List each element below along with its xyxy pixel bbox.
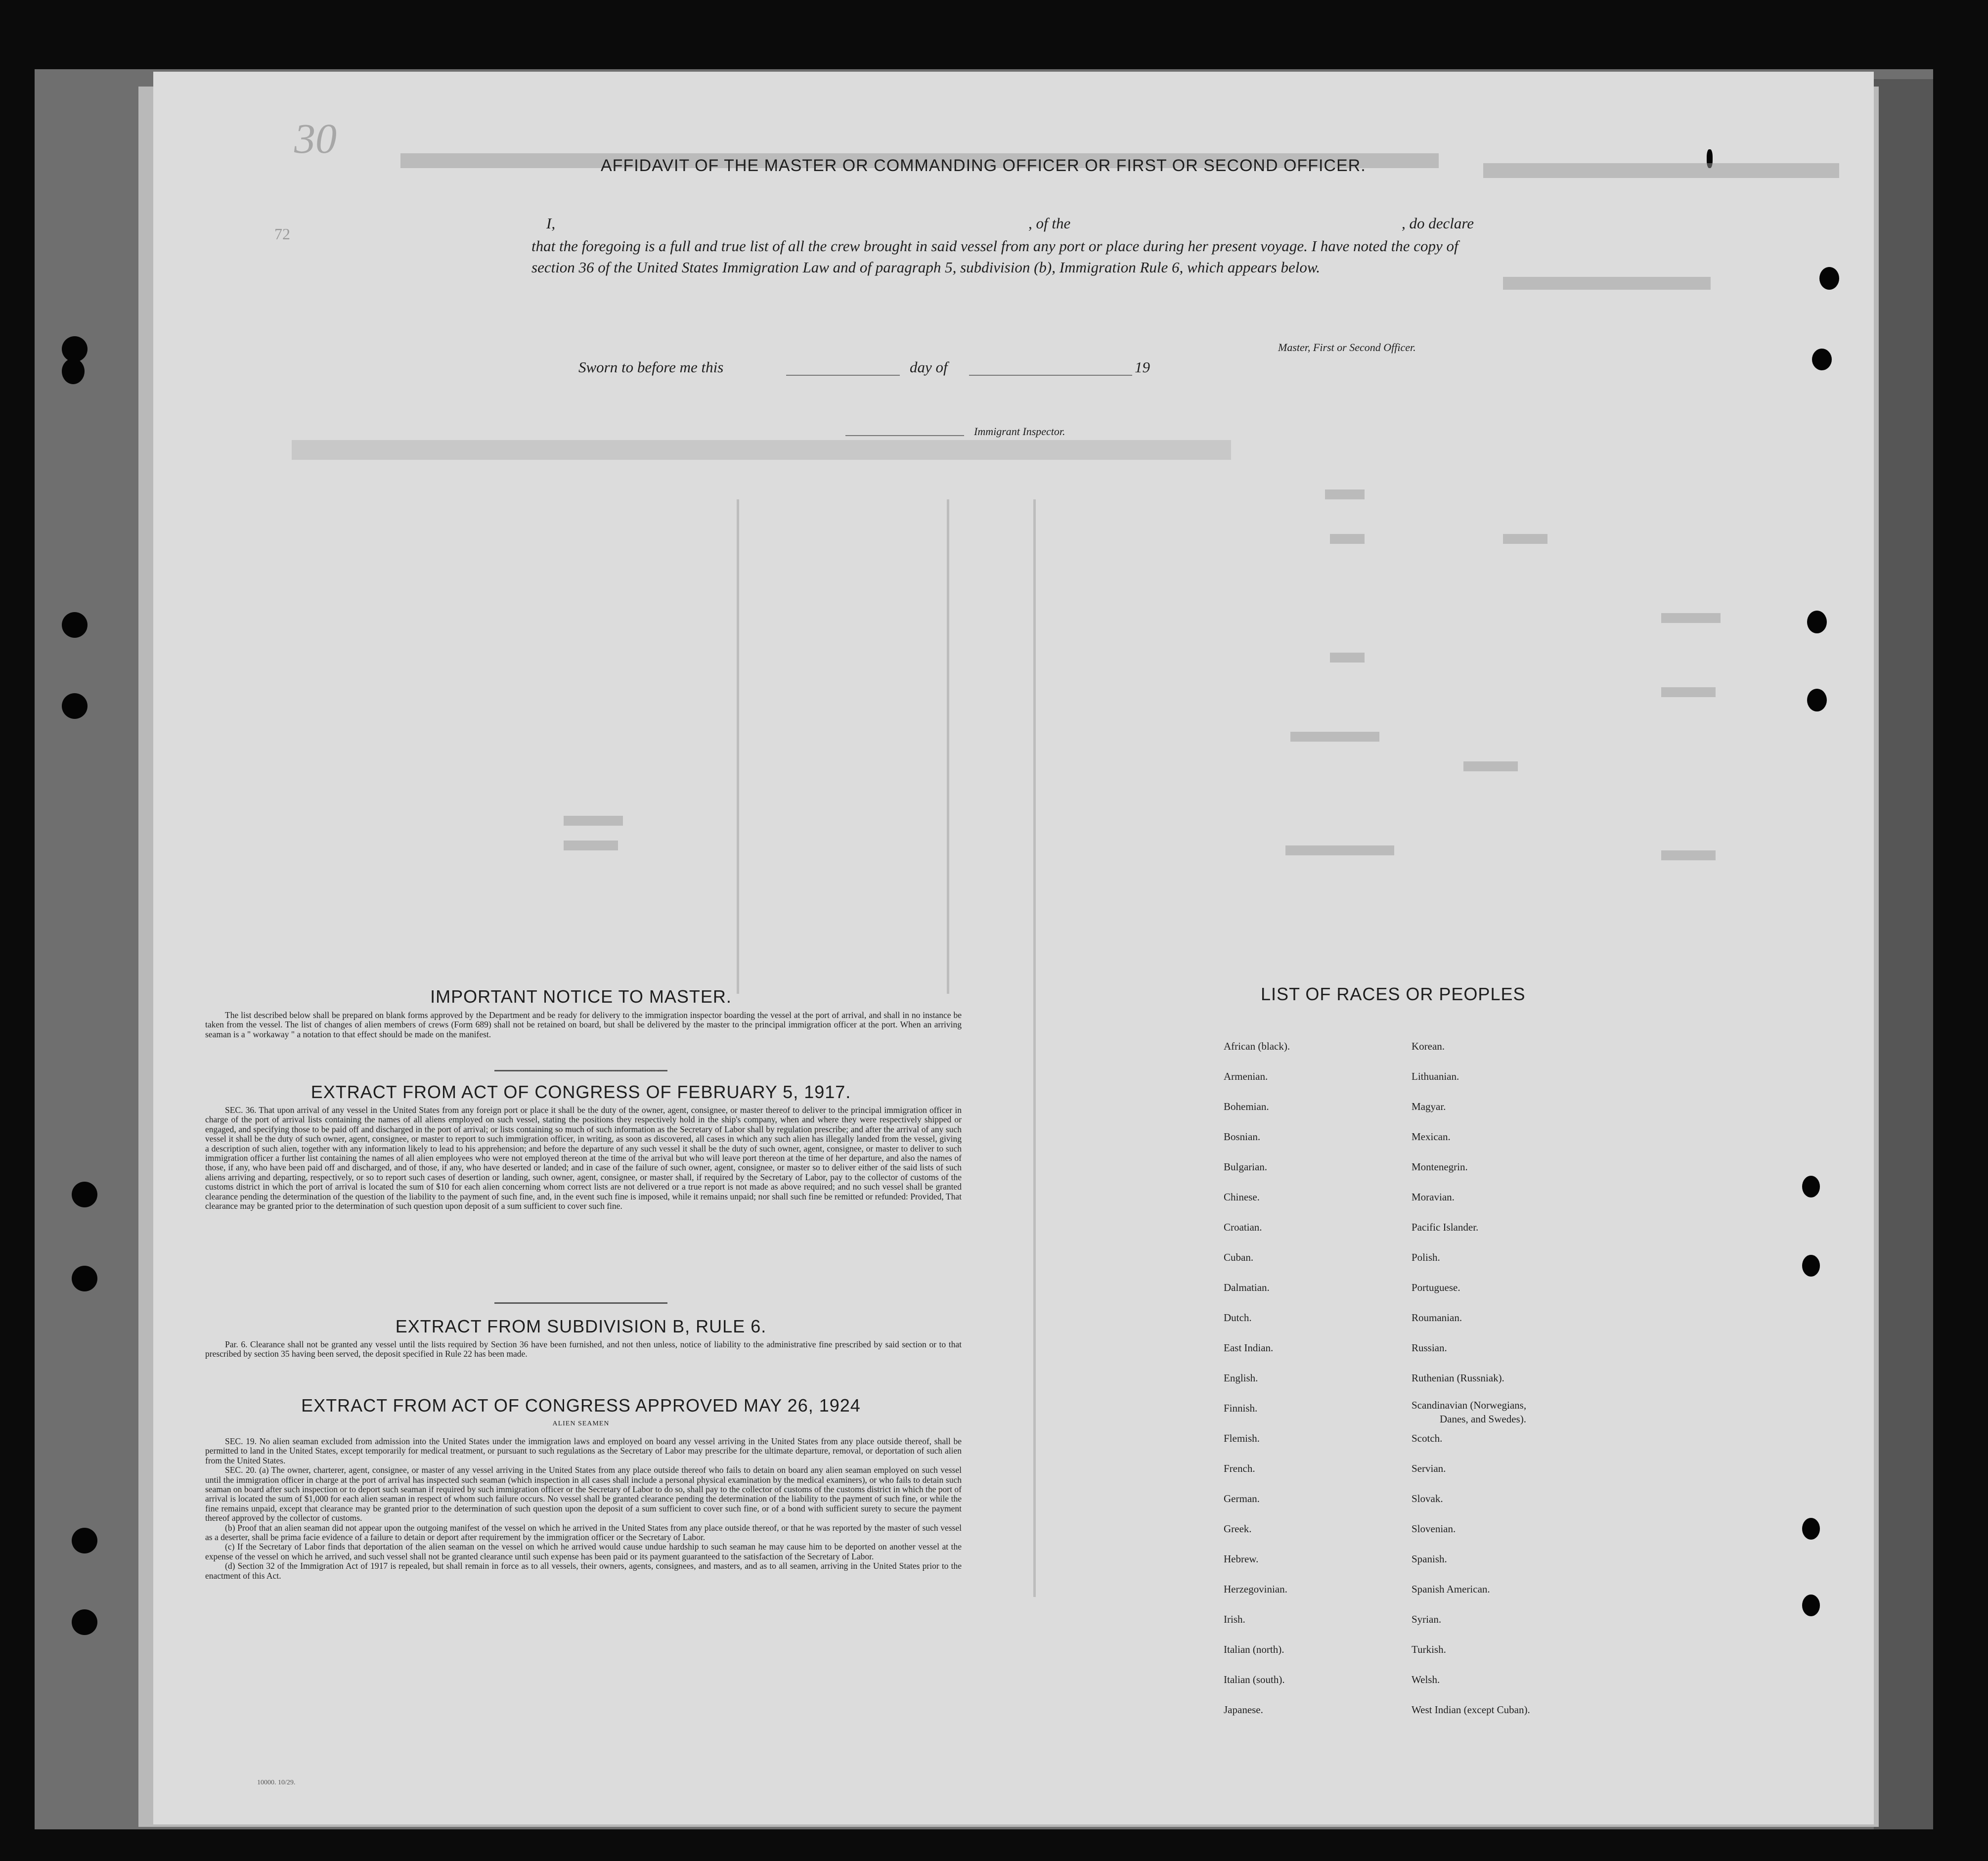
- section-divider: [494, 1070, 667, 1071]
- show-through-mark: [1285, 845, 1394, 855]
- race-item: Korean.: [1412, 1040, 1445, 1052]
- binder-hole-icon: [1807, 689, 1827, 711]
- form-column-line: [947, 499, 949, 994]
- race-item: Spanish.: [1412, 1553, 1447, 1565]
- race-item: Dalmatian.: [1224, 1282, 1270, 1293]
- race-item: Magyar.: [1412, 1101, 1446, 1112]
- race-item: Syrian.: [1412, 1613, 1442, 1625]
- race-item: Chinese.: [1224, 1191, 1260, 1203]
- binder-hole-icon: [62, 693, 88, 719]
- race-item: Portuguese.: [1412, 1282, 1460, 1293]
- extract-1924-title: EXTRACT FROM ACT OF CONGRESS APPROVED MAY 26, 1924: [301, 1395, 861, 1416]
- race-item: Bulgarian.: [1224, 1161, 1268, 1173]
- race-item: Japanese.: [1224, 1704, 1263, 1716]
- show-through-mark: [292, 440, 1231, 460]
- race-item: French.: [1224, 1462, 1255, 1474]
- show-through-mark: [1503, 277, 1711, 290]
- race-item: Spanish American.: [1412, 1583, 1490, 1595]
- race-item: Finnish.: [1224, 1402, 1258, 1414]
- binder-hole-icon: [1812, 349, 1832, 370]
- extract-1924-paragraph: (b) Proof that an alien seaman did not appear upon the outgoing manifest of the vessel on which he arrived in the United States from any place outside thereof, or that he was reported by the master of such vessel as a deserter, shall be prima facie evidence of a failure to detain or deport after requirement by the immigration officer or the Secretary of Labor.: [205, 1522, 962, 1543]
- binder-hole-icon: [1819, 267, 1839, 290]
- race-item: Roumanian.: [1412, 1312, 1462, 1324]
- race-item: Irish.: [1224, 1613, 1245, 1625]
- binder-hole-icon: [72, 1266, 97, 1291]
- notice-body: [205, 1011, 962, 1039]
- affidavit-title: AFFIDAVIT OF THE MASTER OR COMMANDING OFFICER OR FIRST OR SECOND OFFICER.: [601, 156, 1366, 175]
- race-item: Polish.: [1412, 1251, 1440, 1263]
- race-item: African (black).: [1224, 1040, 1290, 1052]
- extract-rule6-title: EXTRACT FROM SUBDIVISION B, RULE 6.: [395, 1316, 767, 1336]
- day-of-label: day of: [910, 358, 948, 376]
- show-through-mark: [1661, 850, 1716, 860]
- officer-signature-label: Master, First or Second Officer.: [1278, 341, 1416, 354]
- show-through-mark: [564, 816, 623, 826]
- show-through-mark: [1325, 489, 1365, 499]
- binder-hole-icon: [1802, 1176, 1820, 1197]
- binder-hole-icon: [72, 1609, 97, 1635]
- extract-1924-paragraph: (c) If the Secretary of Labor finds that deportation of the alien seaman on the vessel on which he arrived would cause undue hardship to such seaman he may cause him to be deported on another vessel at the expense of the vessel on which he arrived, and such vessel shall not be granted clearance until such expense has been paid or its payment guaranteed to the satisfaction of the Secretary of Labor.: [205, 1542, 962, 1561]
- race-item: Slovenian.: [1412, 1523, 1456, 1535]
- race-item: Herzegovinian.: [1224, 1583, 1287, 1595]
- race-item: Dutch.: [1224, 1312, 1252, 1324]
- race-item: Lithuanian.: [1412, 1070, 1459, 1082]
- race-item: Greek.: [1224, 1523, 1252, 1535]
- inspector-signature-line: [845, 435, 964, 436]
- race-item-continuation: Danes, and Swedes).: [1440, 1413, 1526, 1425]
- affidavit-of-the-label: , of the: [1028, 215, 1071, 232]
- show-through-mark: [564, 841, 618, 850]
- races-title: LIST OF RACES OR PEOPLES: [1261, 984, 1526, 1004]
- race-item: Russian.: [1412, 1342, 1447, 1354]
- extract-1917-body: [205, 1106, 962, 1211]
- binder-hole-icon: [1807, 611, 1827, 633]
- binder-hole-icon: [62, 358, 85, 384]
- race-item: Italian (north).: [1224, 1643, 1284, 1655]
- extract-1924-paragraph: SEC. 20. (a) The owner, charterer, agent, consignee, or master of any vessel arriving in the United States from any place outside thereof who fails to detain on board any alien seaman employed on such vessel until the immigration officer in charge at the port of arrival has inspected such seaman (which inspection in all cases shall include a personal physical examination by the medical examiners), or who fails to detain such seaman on board after such inspection or to deport such seaman if required by such immigration officer or the Secretary of Labor to do so, shall pay to the collector of customs of the customs district in which the port of arrival is located the sum of $1,000 for each alien seaman in respect of whom such failure occurs. No vessel shall be granted clearance pending the determination of the liability to the payment of such fine, or while the fine remains unpaid, except that clearance may be granted prior to the determination of such question upon the deposit of a sum sufficient to cover such fine, or of a bond with sufficient surety to secure the payment thereof approved by the collector of customs.: [205, 1465, 962, 1523]
- race-item: English.: [1224, 1372, 1258, 1384]
- affidavit-do-declare-label: , do declare: [1402, 215, 1474, 232]
- show-through-mark: [1330, 653, 1365, 663]
- extract-1924-subtitle: ALIEN SEAMEN: [552, 1420, 610, 1427]
- race-item: Mexican.: [1412, 1131, 1451, 1143]
- binder-hole-icon: [62, 336, 88, 362]
- race-item: Croatian.: [1224, 1221, 1262, 1233]
- extract-rule6-text: Par. 6. Clearance shall not be granted any vessel until the lists required by Section 36 have been furnished, and not then unless, notice of liability to the administrative fine prescribed by said section or to that prescribed by section 35 having been served, the deposit specified in Rule 22 has been made.: [205, 1339, 962, 1359]
- binder-hole-icon: [62, 612, 88, 638]
- binder-edge: [1874, 79, 1933, 1829]
- sworn-label: Sworn to before me this: [578, 358, 724, 376]
- race-item: Italian (south).: [1224, 1674, 1285, 1685]
- extract-1924-paragraph: (d) Section 32 of the Immigration Act of 1917 is repealed, but shall remain in force as to all vessels, their owners, agents, consignees, and masters, and as to all seamen, arriving in the United States prior to the enactment of this Act.: [205, 1561, 962, 1581]
- race-item: Scandinavian (Norwegians,: [1412, 1399, 1527, 1411]
- binder-hole-icon: [1802, 1595, 1820, 1616]
- binder-hole-icon: [72, 1182, 97, 1207]
- binder-hole-icon: [1802, 1255, 1820, 1277]
- show-through-mark: [1661, 613, 1721, 623]
- race-item: Hebrew.: [1224, 1553, 1259, 1565]
- race-item: Cuban.: [1224, 1251, 1254, 1263]
- form-column-line: [1033, 499, 1036, 1597]
- race-item: German.: [1224, 1493, 1260, 1505]
- race-item: Scotch.: [1412, 1432, 1443, 1444]
- year-label: 19: [1135, 358, 1150, 376]
- show-through-mark: [1463, 761, 1518, 771]
- race-item: Armenian.: [1224, 1070, 1268, 1082]
- show-through-mark: [1290, 732, 1379, 742]
- form-column-line: [737, 499, 739, 994]
- extract-1924-paragraph: SEC. 19. No alien seaman excluded from admission into the United States under the immigration laws and employed on board any vessel arriving in the United States from any place outside thereof, shall be permitted to land in the United States, except temporarily for medical treatment, or pursuant to such regulations as the Secretary of Labor may prescribe for the ultimate departure, removal, or deportation of such alien from the United States.: [205, 1436, 962, 1465]
- race-item: Servian.: [1412, 1462, 1446, 1474]
- show-through-mark: [1330, 534, 1365, 544]
- race-item: West Indian (except Cuban).: [1412, 1704, 1530, 1716]
- sworn-date-line: [786, 375, 900, 376]
- inspector-label: Immigrant Inspector.: [974, 425, 1065, 438]
- sworn-month-line: [969, 375, 1132, 376]
- notice-text: The list described below shall be prepared on blank forms approved by the Department and be ready for delivery to the immigration inspector boarding the vessel at the port of arrival, and shall in no instance be taken from the vessel. The list of changes of alien members of crews (Form 689) shall not be retained on board, but shall be delivered by the master to the principal immigration officer at the port. When an arriving seaman is a " workaway " a notation to that effect should be made on the manifest.: [205, 1010, 962, 1039]
- race-item: Montenegrin.: [1412, 1161, 1468, 1173]
- race-item: Moravian.: [1412, 1191, 1455, 1203]
- affidavit-body: that the foregoing is a full and true list of all the crew brought in said vessel from any port or place during her present voyage. I have noted the copy of section 36 of the United States Immigration Law and of paragraph 5, subdivision (b), Immigration Rule 6, which appears below.: [531, 237, 1458, 276]
- race-item: Flemish.: [1224, 1432, 1260, 1444]
- margin-mark: 72: [274, 225, 290, 243]
- race-item: Ruthenian (Russniak).: [1412, 1372, 1504, 1384]
- show-through-mark: [1661, 687, 1716, 697]
- extract-1924-body: [205, 1437, 962, 1581]
- race-item: Bohemian.: [1224, 1101, 1269, 1112]
- race-item: Slovak.: [1412, 1493, 1443, 1505]
- show-through-mark: [1503, 534, 1547, 544]
- section-divider: [494, 1302, 667, 1304]
- extract-1917-title: EXTRACT FROM ACT OF CONGRESS OF FEBRUARY 5, 1917.: [310, 1082, 851, 1102]
- extract-1917-text: SEC. 36. That upon arrival of any vessel in the United States from any foreign port or place it shall be the duty of the owner, agent, consignee, or master thereof to deliver to the principal immigration officer in charge of the port of arrival lists containing the names of all aliens employed on such vessel, stating the positions they respectively hold in the ship's company, when and where they were respectively shipped or engaged, and specifying those to be paid off and discharged in the port of arrival; or lists containing so much of such information as the Secretary of Labor shall by regulation prescribe; and after the arrival of any such vessel it shall be the duty of such owner, agent, consignee, or master to report to such immigration officer, in writing, as soon as discovered, all cases in which any such alien has illegally landed from the vessel, giving a description of such alien, together with any information likely to lead to his apprehension; and before the departure of any such vessel it shall be the duty of such owner, agent, consignee, or master to deliver to such immigration officer a further list containing the names of all alien employees who were not employed thereon at the time of the arrival but who will leave port thereon at the time of her departure, and also the names of those, if any, who have been paid off and discharged, and of those, if any, who have deserted or landed; and in case of the failure of such owner, agent, consignee, or master so to deliver either of the said lists of such aliens arriving and departing, respectively, or so to report such cases of desertion or landing, such owner, agent, consignee, or master shall, if required by the Secretary of Labor, pay to the collector of customs of the customs district in which the port of arrival is located the sum of $10 for each alien concerning whom correct lists are not delivered or a true report is not made as above required; and no such vessel shall be granted clearance pending the determination of the question of the liability to the payment of such fine, and, in the event such fine is imposed, while it remains unpaid; nor shall such fine be remitted or refunded: Provided, That clearance may be granted prior to the determination of such question upon deposit of a sum sufficient to cover such fine.: [205, 1105, 962, 1211]
- race-item: Welsh.: [1412, 1674, 1440, 1685]
- binder-hole-icon: [1802, 1518, 1820, 1540]
- race-item: East Indian.: [1224, 1342, 1274, 1354]
- notice-title: IMPORTANT NOTICE TO MASTER.: [430, 986, 732, 1007]
- form-number: 10000. 10/29.: [257, 1779, 296, 1786]
- race-item: Turkish.: [1412, 1643, 1446, 1655]
- affidavit-i-label: I,: [546, 215, 556, 232]
- binder-hole-icon: [72, 1528, 97, 1553]
- show-through-mark: [1483, 163, 1839, 178]
- page-number: 30: [294, 115, 337, 162]
- race-item: Bosnian.: [1224, 1131, 1261, 1143]
- race-item: Pacific Islander.: [1412, 1221, 1479, 1233]
- extract-rule6-body: [205, 1340, 962, 1359]
